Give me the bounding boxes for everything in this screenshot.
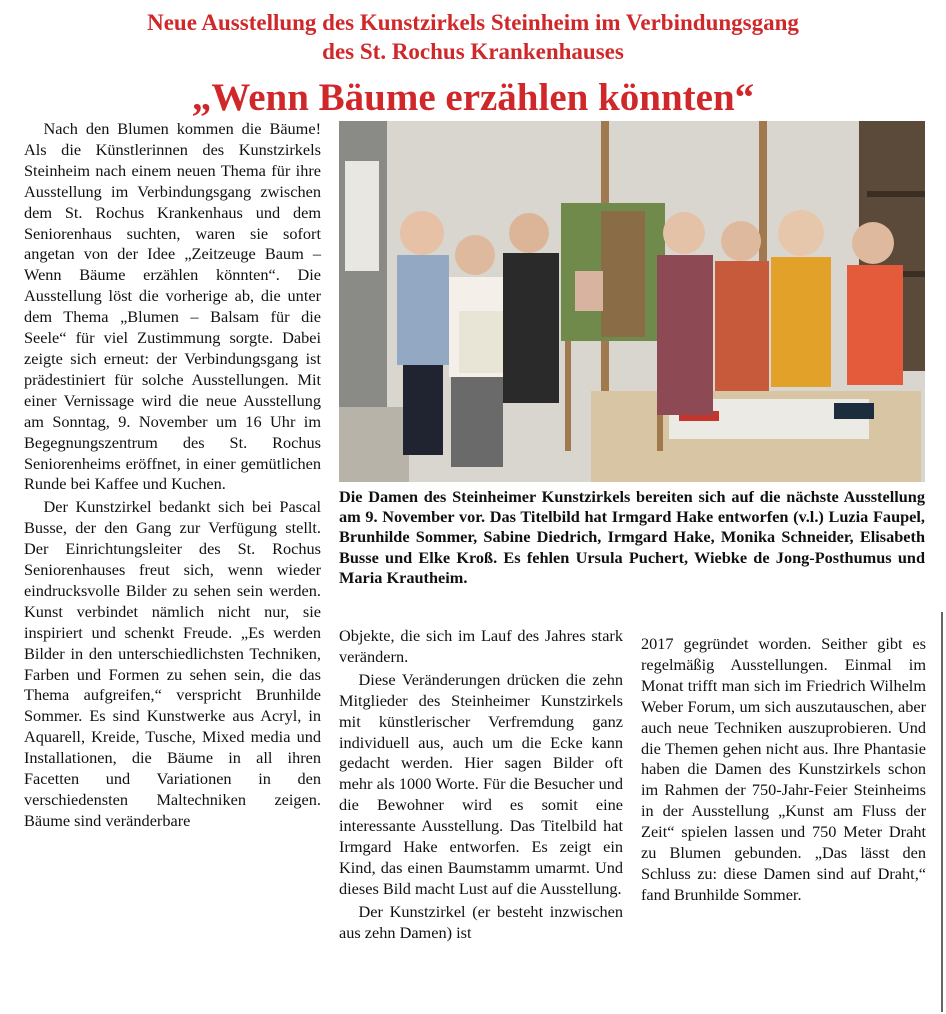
paragraph: Der Kunstzirkel bedankt sich bei Pascal Busse, der den Gang zur Verfügung stellt. Der Einrichtungsleiter des St. Rochus Seniorenhauses freut sich, wenn wieder eindrucksvolle Bilder zu sehen sein werden. Kunst verbindet nämlich nicht nur, sie inspiriert und schenkt Freude. „Es werden Bilder in den unterschiedlichsten Techniken, Farben und Formen zu sehen sein, die das Thema aufgreifen,“ verspricht Brunhilde Sommer. Es sind Kunstwerke aus Acryl, in Aquarell, Kreide, Tusche, Mixed media und Installationen, die Bäume in all ihren Facetten und Variationen in den verschiedensten Maltechniken zeigen. Bäume sind veränderbare [24,497,321,830]
article-column-1 [24,119,321,832]
article-column-3 [641,634,926,906]
paragraph: Diese Veränderungen drücken die zehn Mitglieder des Steinheimer Kunstzirkels mit künstlerischer Verfremdung ganz individuell aus, auch um die Ecke kann gedacht werden. Hier sagen Bilder oft mehr als 1000 Worte. Für die Besucher und die Bewohner wird es somit eine interessante Ausstellung. Das Titelbild hat Irmgard Hake entworfen. Es zeigt ein Kind, das einen Baumstamm umarmt. Und dieses Bild macht Lust auf die Ausstellung. [339,669,623,898]
headline-line-2: des St. Rochus Krankenhauses [322,39,624,64]
column-divider [941,612,943,1012]
headline-line-1: Neue Ausstellung des Kunstzirkels Steinheim im Verbindungsgang [147,10,799,35]
article-column-2 [339,626,623,944]
group-photo [339,121,925,482]
headline-kicker [0,8,946,66]
paragraph: Nach den Blumen kommen die Bäume! Als die Künstlerinnen des Kunstzirkels Steinheim nach einem neuen Thema für ihre Ausstellung im Verbindungsgang zwischen dem St. Rochus Krankenhaus und dem Seniorenhaus suchten, waren sie sofort angetan von der Idee „Zeitzeuge Baum – Wenn Bäume erzählen könnten“. Die Ausstellung löst die vorherige ab, die unter dem Thema „Blumen – Balsam für die Seele“ für viel Zustimmung sorgte. Dabei zeigte sich erneut: der Verbindungsgang ist prädestiniert für solche Ausstellungen. Mit einer Vernissage wird die neue Ausstellung am Sonntag, 9. November um 16 Uhr im Begegnungszentrum des St. Rochus Seniorenheims eröffnet, in einer gemütlichen Runde bei Kaffee und Kuchen. [24,119,321,494]
paragraph: 2017 gegründet worden. Seither gibt es regelmäßig Ausstellungen. Einmal im Monat trifft man sich im Friedrich Wilhelm Weber Forum, um sich auszutauschen, aber auch neue Techniken auszuprobieren. Und die Themen gehen nicht aus. Ihre Phantasie haben die Damen des Kunstzirkels schon im Rahmen der 750-Jahr-Feier Steinheims in der Ausstellung „Kunst am Fluss der Zeit“ spielen lassen und 750 Meter Draht zu Blumen gebunden. „Das lässt den Schluss zu: diese Damen sind auf Draht,“ fand Brunhilde Sommer. [641,634,926,904]
paragraph: Objekte, die sich im Lauf des Jahres stark verändern. [339,626,623,666]
photo-caption: Die Damen des Steinheimer Kunstzirkels bereiten sich auf die nächste Ausstellung am 9. November vor. Das Titelbild hat Irmgard Hake entworfen (v.l.) Luzia Faupel, Brunhilde Sommer, Sabine Diedrich, Irmgard Hake, Monika Schneider, Elisabeth Busse und Elke Kroß. Es fehlen Ursula Puchert, Wiebke de Jong-Posthumus und Maria Krautheim. [339,487,925,587]
headline-title: „Wenn Bäume erzählen könnten“ [191,76,755,119]
paragraph: Der Kunstzirkel (er besteht inzwischen aus zehn Damen) ist [339,901,623,942]
